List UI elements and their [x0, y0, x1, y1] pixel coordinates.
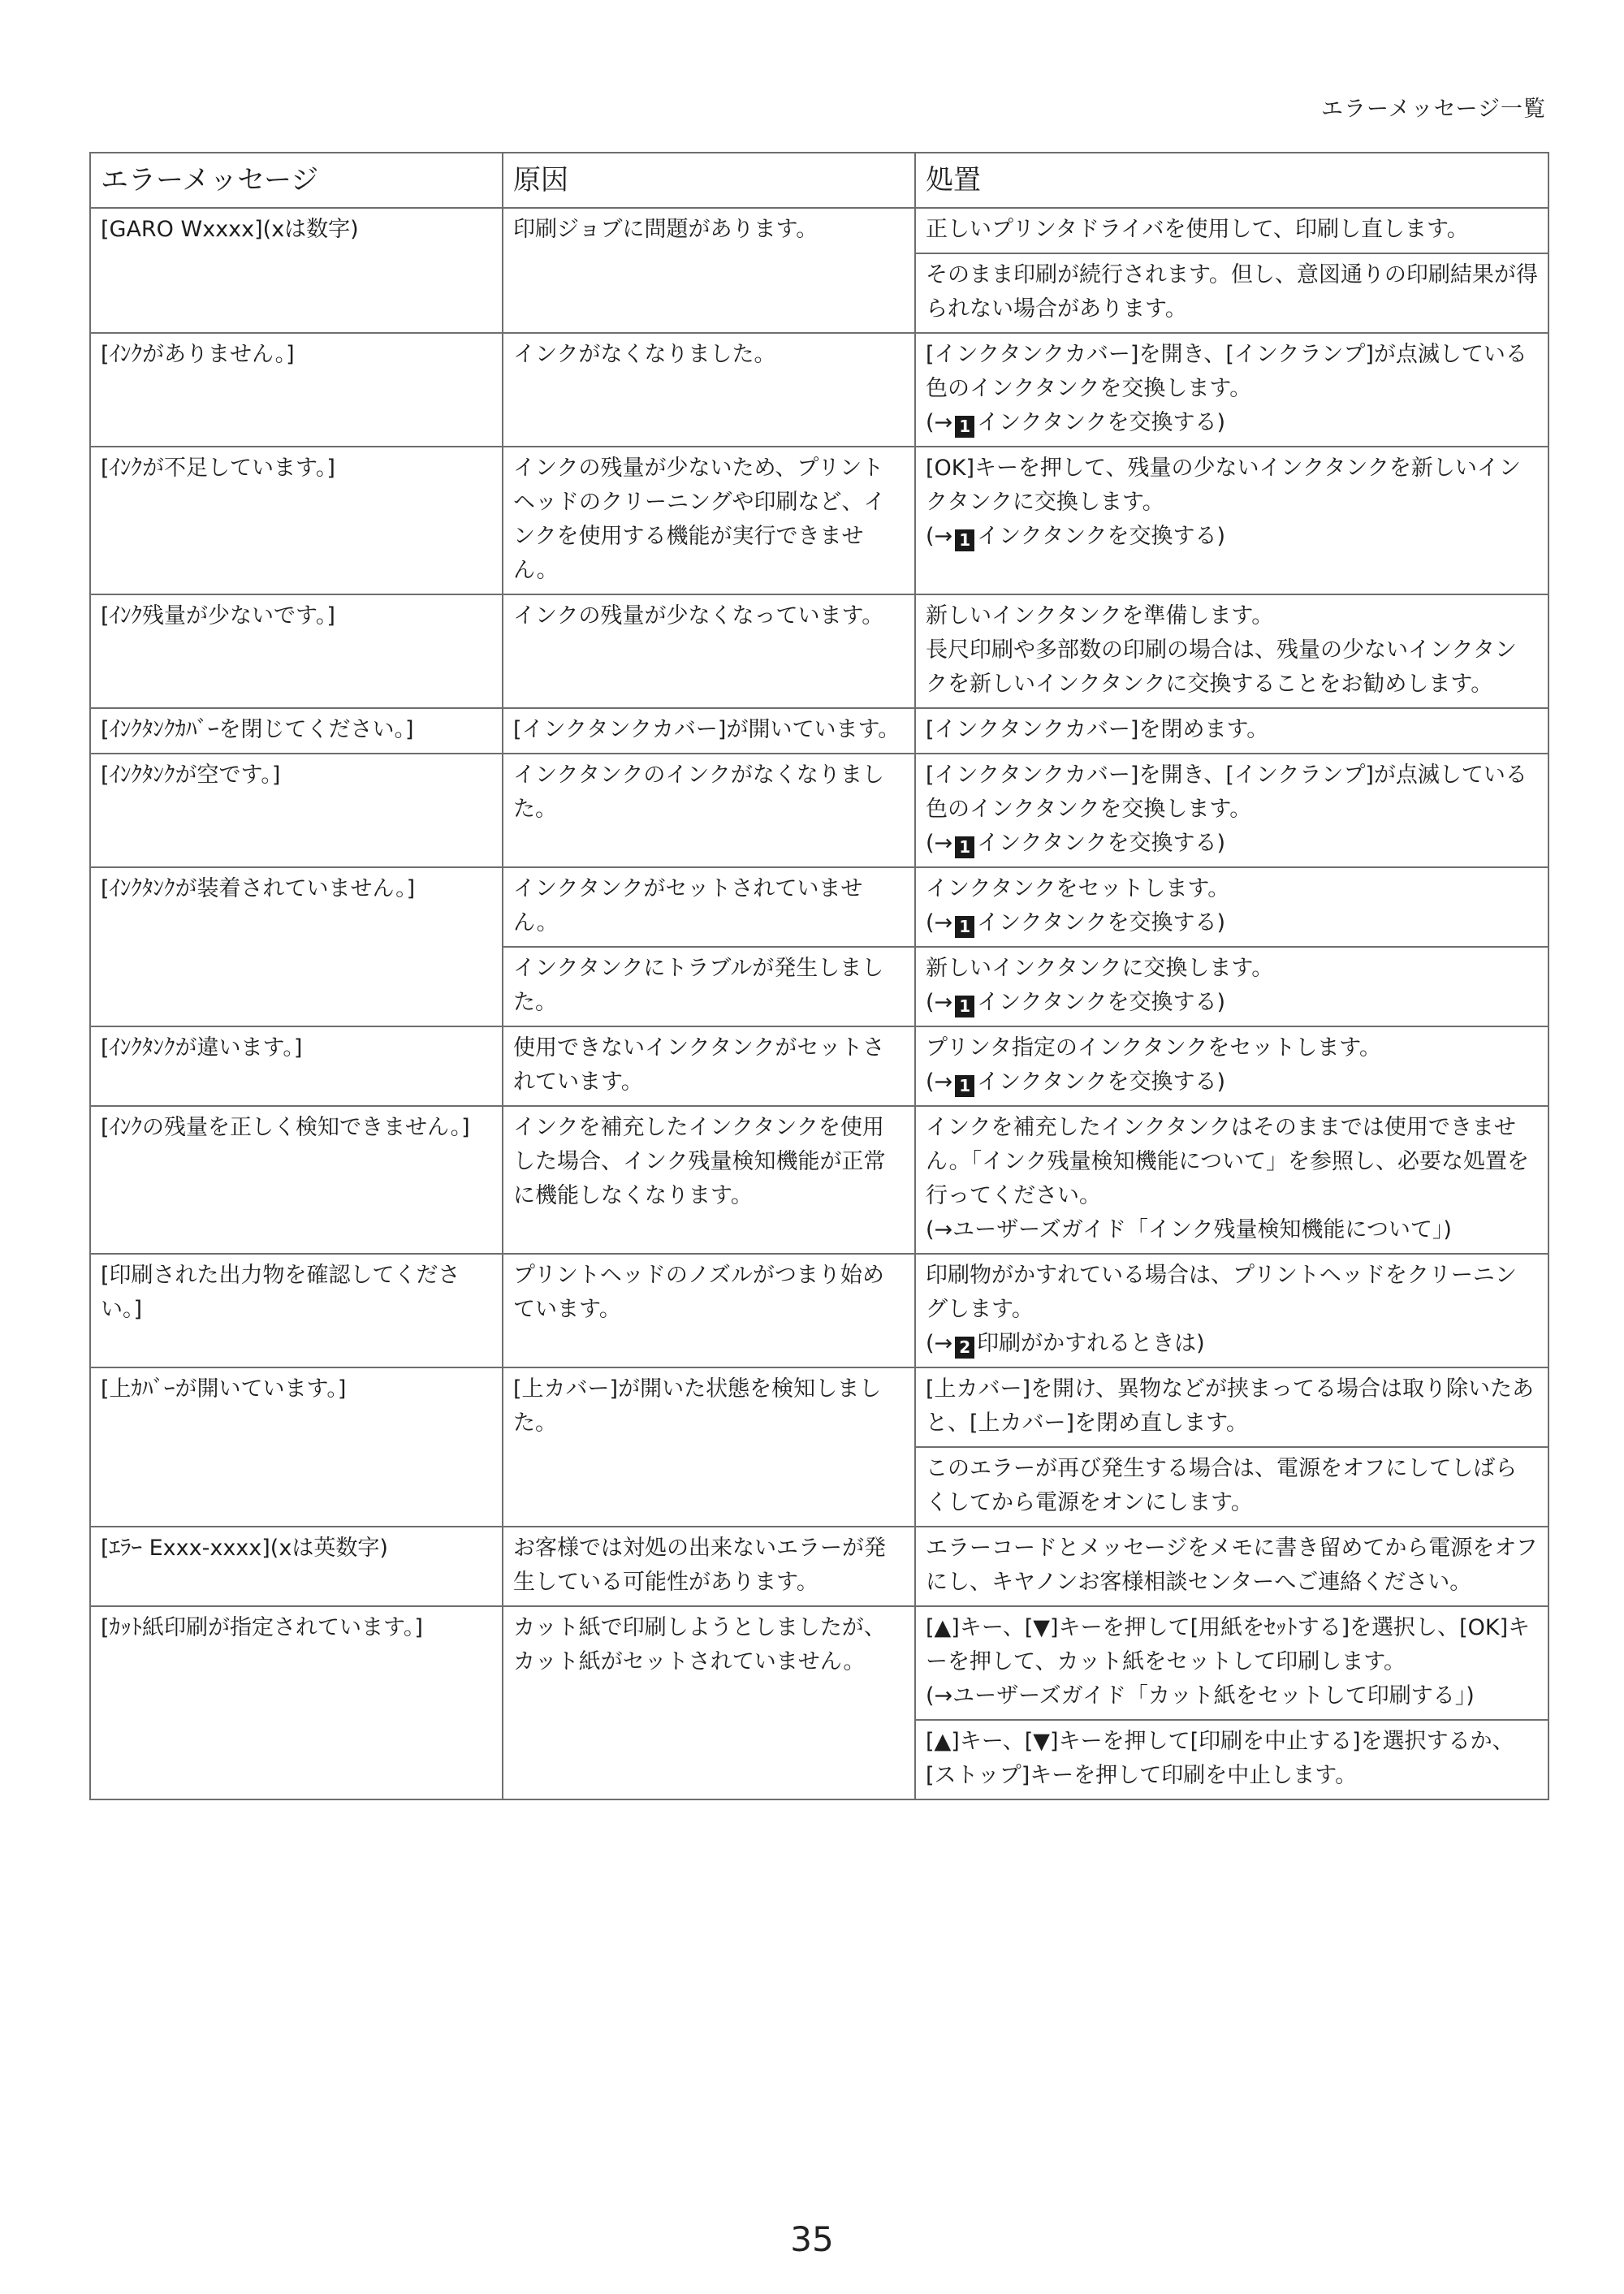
ref-prefix: (→ [926, 1331, 953, 1356]
error-cause: プリントヘッドのノズルがつまり始めています。 [503, 1254, 915, 1367]
action-text: [インクタンクカバー]を開き、[インクランプ]が点滅している色のインクタンクを交換します。 [926, 763, 1527, 822]
error-cause: [インクタンクカバー]が開いています。 [503, 708, 915, 754]
error-action [915, 1026, 1548, 1106]
reference-link [926, 906, 1538, 940]
ref-number-badge: 1 [955, 1075, 974, 1097]
error-action [915, 447, 1548, 594]
table-header-row [90, 153, 1548, 208]
error-cause: インクタンクのインクがなくなりました。 [503, 754, 915, 867]
ref-number-badge: 1 [955, 836, 974, 858]
action-text: [OK]キーを押して、残量の少ないインクタンクを新しいインクタンクに交換します。 [926, 456, 1521, 515]
table-row [90, 1606, 1548, 1720]
ref-number-badge: 1 [955, 416, 974, 438]
error-action [915, 333, 1548, 447]
error-message: [ｲﾝｸﾀﾝｸが違います。] [90, 1026, 503, 1106]
error-action: [インクタンクカバー]を閉めます。 [915, 708, 1548, 754]
error-message: [ｲﾝｸがありません。] [90, 333, 503, 447]
action-text: プリンタ指定のインクタンクをセットします。 [926, 1035, 1382, 1061]
reference-link [926, 1065, 1538, 1099]
action-text: 新しいインクタンクに交換します。 [926, 956, 1274, 981]
error-message: [ｶｯﾄ紙印刷が指定されています。] [90, 1606, 503, 1799]
error-action: 正しいプリンタドライバを使用して、印刷し直します。 [915, 208, 1548, 253]
table-row [90, 867, 1548, 947]
error-message: [ｲﾝｸﾀﾝｸが空です。] [90, 754, 503, 867]
table-row [90, 594, 1548, 708]
section-title: エラーメッセージ一覧 [1320, 97, 1546, 122]
action-text: 印刷物がかすれている場合は、プリントヘッドをクリーニングします。 [926, 1263, 1517, 1322]
ref-number-badge: 1 [955, 916, 974, 938]
error-message: [ｲﾝｸの残量を正しく検知できません。] [90, 1106, 503, 1254]
table-row [90, 754, 1548, 867]
error-message-table [89, 152, 1549, 1800]
error-action: そのまま印刷が続行されます。但し、意図通りの印刷結果が得られない場合があります。 [915, 253, 1548, 333]
ref-title: インクタンクを交換する) [977, 990, 1226, 1015]
error-action [915, 594, 1548, 708]
table-row [90, 1254, 1548, 1367]
error-cause: インクタンクがセットされていません。 [503, 867, 915, 947]
ref-prefix: (→ [926, 990, 953, 1015]
error-message: [GARO Wxxxx](xは数字) [90, 208, 503, 333]
ref-prefix: (→ [926, 524, 953, 549]
ref-prefix: (→ [926, 1069, 953, 1095]
error-cause: 使用できないインクタンクがセットされています。 [503, 1026, 915, 1106]
error-action [915, 754, 1548, 867]
ref-title: インクタンクを交換する) [977, 410, 1226, 435]
ref-title: インクタンクを交換する) [977, 524, 1226, 549]
reference-link: (→ユーザーズガイド「カット紙をセットして印刷する」) [926, 1683, 1475, 1709]
ref-prefix: (→ [926, 910, 953, 935]
error-message: [ｲﾝｸが不足しています。] [90, 447, 503, 594]
header-message: エラーメッセージ [90, 153, 503, 208]
error-action: [▲]キー、[▼]キーを押して[印刷を中止する]を選択するか、[ストップ]キーを押して印刷を中止します。 [915, 1720, 1548, 1799]
error-cause: [上カバー]が開いた状態を検知しました。 [503, 1367, 915, 1527]
table-row [90, 1106, 1548, 1254]
error-cause: カット紙で印刷しようとしましたが、カット紙がセットされていません。 [503, 1606, 915, 1799]
reference-link [926, 827, 1538, 861]
ref-title: インクタンクを交換する) [977, 1069, 1226, 1095]
error-action [915, 867, 1548, 947]
reference-link [926, 1327, 1538, 1361]
table-row [90, 1527, 1548, 1606]
page-number: 35 [790, 2219, 834, 2259]
table-row [90, 447, 1548, 594]
reference-link [926, 986, 1538, 1020]
header-action: 処置 [915, 153, 1548, 208]
error-message: [ｴﾗｰ Exxx-xxxx](xは英数字) [90, 1527, 503, 1606]
action-text: インクを補充したインクタンクはそのままでは使用できません。「インク残量検知機能について」を参照し、必要な処置を行ってください。 [926, 1115, 1530, 1208]
table-row [90, 1367, 1548, 1447]
header-cause: 原因 [503, 153, 915, 208]
error-cause: インクの残量が少なくなっています。 [503, 594, 915, 708]
error-cause: お客様では対処の出来ないエラーが発生している可能性があります。 [503, 1527, 915, 1606]
table-row [90, 208, 1548, 253]
error-cause: インクがなくなりました。 [503, 333, 915, 447]
reference-link [926, 406, 1538, 440]
error-message: [ｲﾝｸﾀﾝｸが装着されていません。] [90, 867, 503, 1026]
error-cause: インクの残量が少ないため、プリントヘッドのクリーニングや印刷など、インクを使用する機能が実行できません。 [503, 447, 915, 594]
ref-title: インクタンクを交換する) [977, 910, 1226, 935]
ref-prefix: (→ [926, 410, 953, 435]
error-action: エラーコードとメッセージをメモに書き留めてから電源をオフにし、キヤノンお客様相談センターへご連絡ください。 [915, 1527, 1548, 1606]
error-cause: インクを補充したインクタンクを使用した場合、インク残量検知機能が正常に機能しなくなります。 [503, 1106, 915, 1254]
ref-number-badge: 1 [955, 529, 974, 551]
ref-title: インクタンクを交換する) [977, 831, 1226, 856]
error-message: [上ｶﾊﾞｰが開いています。] [90, 1367, 503, 1527]
error-cause: インクタンクにトラブルが発生しました。 [503, 947, 915, 1026]
ref-number-badge: 2 [955, 1337, 974, 1359]
action-text: [インクタンクカバー]を開き、[インクランプ]が点滅している色のインクタンクを交換します。 [926, 342, 1527, 401]
table-row [90, 1026, 1548, 1106]
error-action [915, 1254, 1548, 1367]
action-text: 長尺印刷や多部数の印刷の場合は、残量の少ないインクタンクを新しいインクタンクに交換することをお勧めします。 [926, 637, 1517, 697]
error-action: このエラーが再び発生する場合は、電源をオフにしてしばらくしてから電源をオンにします。 [915, 1447, 1548, 1527]
reference-link: (→ユーザーズガイド「インク残量検知機能について」) [926, 1217, 1452, 1242]
error-message: [印刷された出力物を確認してください。] [90, 1254, 503, 1367]
action-text: [▲]キー、[▼]キーを押して[用紙をｾｯﾄする]を選択し、[OK]キーを押して、カット紙をセットして印刷します。 [926, 1615, 1531, 1674]
error-action [915, 1106, 1548, 1254]
action-text: 新しいインクタンクを準備します。 [926, 603, 1274, 629]
error-message: [ｲﾝｸ残量が少ないです。] [90, 594, 503, 708]
reference-link [926, 520, 1538, 554]
ref-number-badge: 1 [955, 996, 974, 1017]
error-action [915, 1606, 1548, 1720]
action-text: インクタンクをセットします。 [926, 876, 1230, 901]
ref-prefix: (→ [926, 831, 953, 856]
error-action: [上カバー]を開け、異物などが挟まってる場合は取り除いたあと、[上カバー]を閉め直します。 [915, 1367, 1548, 1447]
error-message: [ｲﾝｸﾀﾝｸｶﾊﾞｰを閉じてください。] [90, 708, 503, 754]
table-row [90, 708, 1548, 754]
table-row [90, 333, 1548, 447]
error-cause: 印刷ジョブに問題があります。 [503, 208, 915, 333]
ref-title: 印刷がかすれるときは) [977, 1331, 1205, 1356]
error-action [915, 947, 1548, 1026]
